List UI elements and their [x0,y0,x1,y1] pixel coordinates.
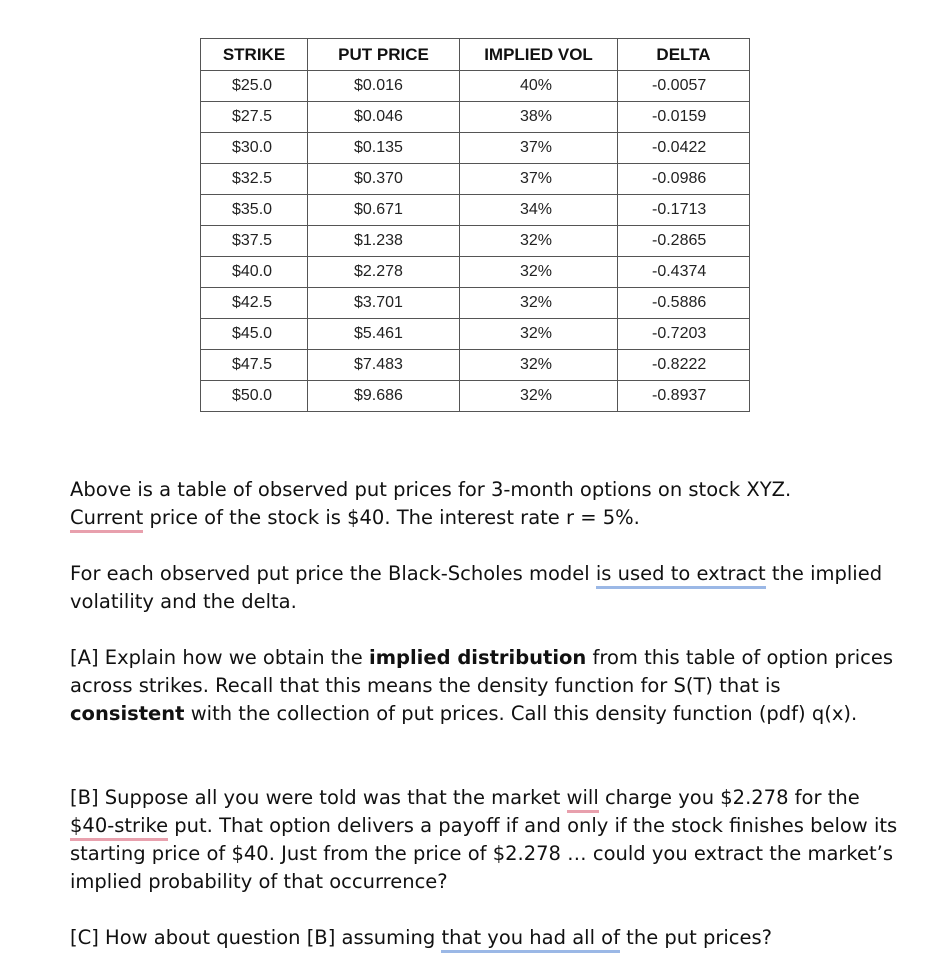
cell-delta: -0.0422 [618,133,750,164]
cell-strike: $45.0 [201,319,308,350]
cell-delta: -0.0986 [618,164,750,195]
cell-put-price: $0.016 [308,71,460,102]
cell-put-price: $7.483 [308,350,460,381]
table-row [201,350,750,381]
cell-strike: $50.0 [201,381,308,412]
header-put-price: PUT PRICE [308,39,460,71]
cell-implied-vol: 32% [460,319,618,350]
cell-put-price: $0.046 [308,102,460,133]
intro-line-2: price of the stock is $40. The interest rate r = 5%. [143,506,640,529]
intro-paragraph [70,476,900,532]
cell-strike: $30.0 [201,133,308,164]
cell-delta: -0.0057 [618,71,750,102]
put-options-table [200,38,750,412]
cell-implied-vol: 40% [460,71,618,102]
cell-delta: -0.5886 [618,288,750,319]
question-c-underlined-phrase: that you had all of [441,926,620,953]
cell-implied-vol: 37% [460,133,618,164]
cell-strike: $40.0 [201,257,308,288]
implied-distribution-term: implied distribution [369,646,587,669]
question-b [70,784,900,896]
cell-implied-vol: 38% [460,102,618,133]
p2-text-before: For each observed put price the Black-Scholes model [70,562,596,585]
cell-put-price: $2.278 [308,257,460,288]
question-c-tag: [C] [70,926,99,949]
table-row [201,133,750,164]
question-a-text-1: Explain how we obtain the [98,646,370,669]
table-row [201,164,750,195]
question-b-tag: [B] [70,786,99,809]
table-row [201,288,750,319]
table-row [201,71,750,102]
cell-implied-vol: 37% [460,164,618,195]
header-delta: DELTA [618,39,750,71]
options-table-container [200,38,750,412]
header-implied-vol: IMPLIED VOL [460,39,618,71]
question-c-text-2: assuming [335,926,442,949]
cell-put-price: $3.701 [308,288,460,319]
cell-delta: -0.7203 [618,319,750,350]
question-c-text-1: How about question [98,926,307,949]
current-word: Current [70,506,143,533]
cell-implied-vol: 34% [460,195,618,226]
cell-delta: -0.2865 [618,226,750,257]
cell-strike: $25.0 [201,71,308,102]
table-row [201,102,750,133]
cell-implied-vol: 32% [460,257,618,288]
will-word: will [567,786,599,813]
question-a-tag: [A] [70,646,99,669]
cell-strike: $47.5 [201,350,308,381]
question-b-text-1: Suppose all you were told was that the market [98,786,567,809]
cell-implied-vol: 32% [460,350,618,381]
table-row [201,319,750,350]
question-c-ref-b: [B] [306,926,336,949]
cell-strike: $35.0 [201,195,308,226]
cell-strike: $37.5 [201,226,308,257]
intro-line-1: Above is a table of observed put prices for 3-month options on stock XYZ. [70,478,792,501]
question-b-text-3: put. That option delivers a payoff if and only if the stock finishes below its starting price of $40. Just from the price of $2.278 … could you extract the market’s implied probability of that occurrence? [70,814,898,893]
question-b-text-2: charge you $2.278 for the [598,786,860,809]
table-row [201,381,750,412]
cell-put-price: $9.686 [308,381,460,412]
cell-implied-vol: 32% [460,381,618,412]
question-a [70,644,900,728]
cell-delta: -0.8222 [618,350,750,381]
cell-delta: -0.0159 [618,102,750,133]
cell-put-price: $0.370 [308,164,460,195]
consistent-term: consistent [70,702,185,725]
question-a-text-3: with the collection of put prices. Call this density function (pdf) q(x). [184,702,858,725]
cell-strike: $42.5 [201,288,308,319]
question-a-text-2: from this table of option prices across strikes. Recall that this means the density function for S(T) that is [70,646,894,697]
header-strike: STRIKE [201,39,308,71]
cell-put-price: $1.238 [308,226,460,257]
question-c-text-3: the put prices? [619,926,773,949]
cell-delta: -0.1713 [618,195,750,226]
forty-strike-term: $40-strike [70,814,168,841]
black-scholes-paragraph [70,560,900,616]
cell-put-price: $0.135 [308,133,460,164]
question-c [70,924,900,952]
cell-delta: -0.8937 [618,381,750,412]
table-header-row [201,39,750,71]
cell-put-price: $0.671 [308,195,460,226]
table-row [201,257,750,288]
cell-implied-vol: 32% [460,288,618,319]
cell-strike: $27.5 [201,102,308,133]
table-row [201,226,750,257]
cell-implied-vol: 32% [460,226,618,257]
cell-strike: $32.5 [201,164,308,195]
p2-text-after: the implied volatility and the delta. [70,562,883,613]
cell-put-price: $5.461 [308,319,460,350]
p2-underlined-phrase: is used to extract [596,562,766,589]
cell-delta: -0.4374 [618,257,750,288]
table-row [201,195,750,226]
